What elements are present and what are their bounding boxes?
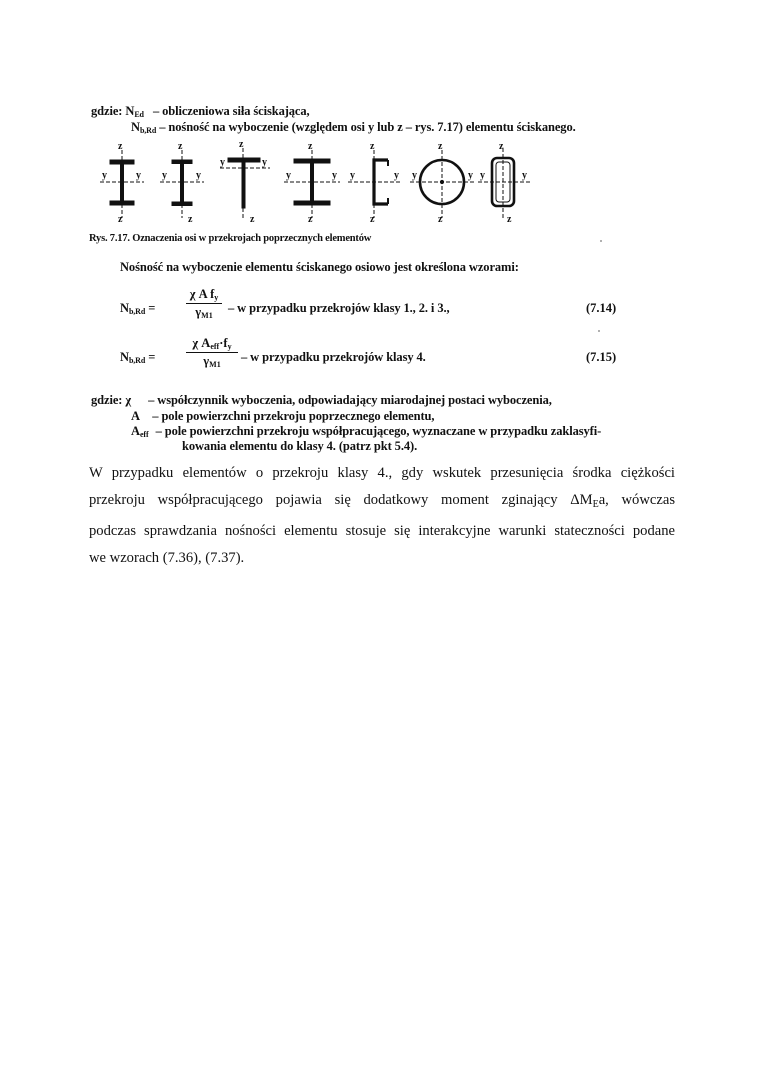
where-nbrd-line <box>131 120 576 135</box>
channel-section <box>348 150 400 218</box>
i-beam-section-1 <box>100 150 144 218</box>
svg-text:z: z <box>188 214 193 222</box>
svg-text:z: z <box>438 214 443 222</box>
svg-text:y: y <box>332 170 337 181</box>
where-a-line <box>131 409 434 424</box>
svg-text:y: y <box>220 157 225 168</box>
axis-label-y: y <box>136 170 141 181</box>
aeff-symbol: A <box>131 424 140 438</box>
ned-subscript: Ed <box>134 110 144 119</box>
svg-text:z: z <box>370 141 375 152</box>
aeff-description: – pole powierzchni przekroju współpracującego, wyznaczane w przypadku zaklasyfi- <box>155 424 602 438</box>
axis-label-y: y <box>102 170 107 181</box>
svg-text:z: z <box>178 141 183 152</box>
svg-text:y: y <box>468 170 473 181</box>
svg-text:y: y <box>196 170 201 181</box>
svg-text:y: y <box>412 170 417 181</box>
paragraph-line: podczas sprawdzania nośności elementu stosuje się interakcyjne warunki stateczności podane <box>89 523 675 539</box>
eq-7-15-number: (7.15) <box>586 350 617 364</box>
h-section <box>284 150 340 218</box>
eq-7-14-fraction: χ A $f_y$ $\gamma_{M1}$ <box>186 287 222 320</box>
circular-tube-section <box>410 150 476 218</box>
svg-text:z: z <box>308 214 313 222</box>
svg-text:y: y <box>480 170 485 181</box>
body-paragraph <box>89 460 675 571</box>
where-label: gdzie: <box>91 393 123 407</box>
svg-text:y: y <box>286 170 291 181</box>
paragraph-line: przekroju współpracującego pojawia się dodatkowy moment zginający $\Delta M_Ea$, wówczas <box>89 491 676 510</box>
svg-text:y: y <box>394 170 399 181</box>
where-chi-line <box>91 393 552 408</box>
eq-7-15-lhs: $N_{b,Rd}$ = <box>120 350 156 365</box>
i-beam-section-2 <box>160 150 204 218</box>
svg-text:z: z <box>370 214 375 222</box>
svg-text:z: z <box>239 140 244 150</box>
svg-text:z: z <box>507 214 512 222</box>
eq-7-14-lhs: $N_{b,Rd}$ = <box>120 301 156 316</box>
eq-7-14-description: – w przypadku przekrojów klasy 1., 2. i 3., <box>228 301 450 315</box>
svg-text:z: z <box>308 141 313 152</box>
nbrd-symbol: N <box>131 120 140 134</box>
paragraph-line: W przypadku elementów o przekroju klasy 4., gdy wskutek przesunięcia środka ciężkości <box>89 465 675 481</box>
svg-text:z: z <box>499 141 504 152</box>
eq-7-14-number: (7.14) <box>586 301 617 315</box>
svg-text:y: y <box>350 170 355 181</box>
nbrd-subscript: b,Rd <box>139 126 157 135</box>
intro-line: Nośność na wyboczenie elementu ściskanego osiowo jest określona wzorami: <box>120 260 519 274</box>
a-symbol: A <box>131 409 140 423</box>
eq-7-15-description: – w przypadku przekrojów klasy 4. <box>241 350 426 364</box>
cross-sections-figure <box>98 140 538 222</box>
svg-text:y: y <box>262 157 267 168</box>
ned-symbol: N <box>125 104 135 118</box>
svg-text:z: z <box>250 214 255 222</box>
where-ned-line <box>91 104 310 119</box>
svg-text:y: y <box>162 170 167 181</box>
where-label: gdzie: <box>91 104 123 118</box>
rectangular-tube-section <box>478 148 530 218</box>
where-aeff-line-2: kowania elementu do klasy 4. (patrz pkt 5.4). <box>182 439 418 453</box>
eq-7-15-fraction: χ $A_{eff}\cdot f_y$ $\gamma_{M1}$ <box>186 336 238 369</box>
ned-description: – obliczeniowa siła ściskająca, <box>152 104 310 118</box>
svg-text:y: y <box>522 170 527 181</box>
a-description: – pole powierzchni przekroju poprzecznego elementu, <box>152 409 435 423</box>
axis-label-z: z <box>118 141 123 152</box>
paragraph-line: we wzorach (7.36), (7.37). <box>89 549 245 566</box>
where-aeff-line: $A_{eff}$ – pole powierzchni przekroju współpracującego, wyznaczane w przypadku zaklasyfi- <box>131 424 602 439</box>
chi-symbol: χ <box>125 393 132 407</box>
axis-label-z: z <box>118 214 123 222</box>
figure-caption: Rys. 7.17. Oznaczenia osi w przekrojach poprzecznych elementów <box>89 233 372 244</box>
svg-text:z: z <box>438 141 443 152</box>
nbrd-description: – nośność na wyboczenie (względem osi y lub z – rys. 7.17) elementu ściskanego. <box>159 120 576 134</box>
chi-description: – współczynnik wyboczenia, odpowiadający miarodajnej postaci wyboczenia, <box>148 393 552 407</box>
